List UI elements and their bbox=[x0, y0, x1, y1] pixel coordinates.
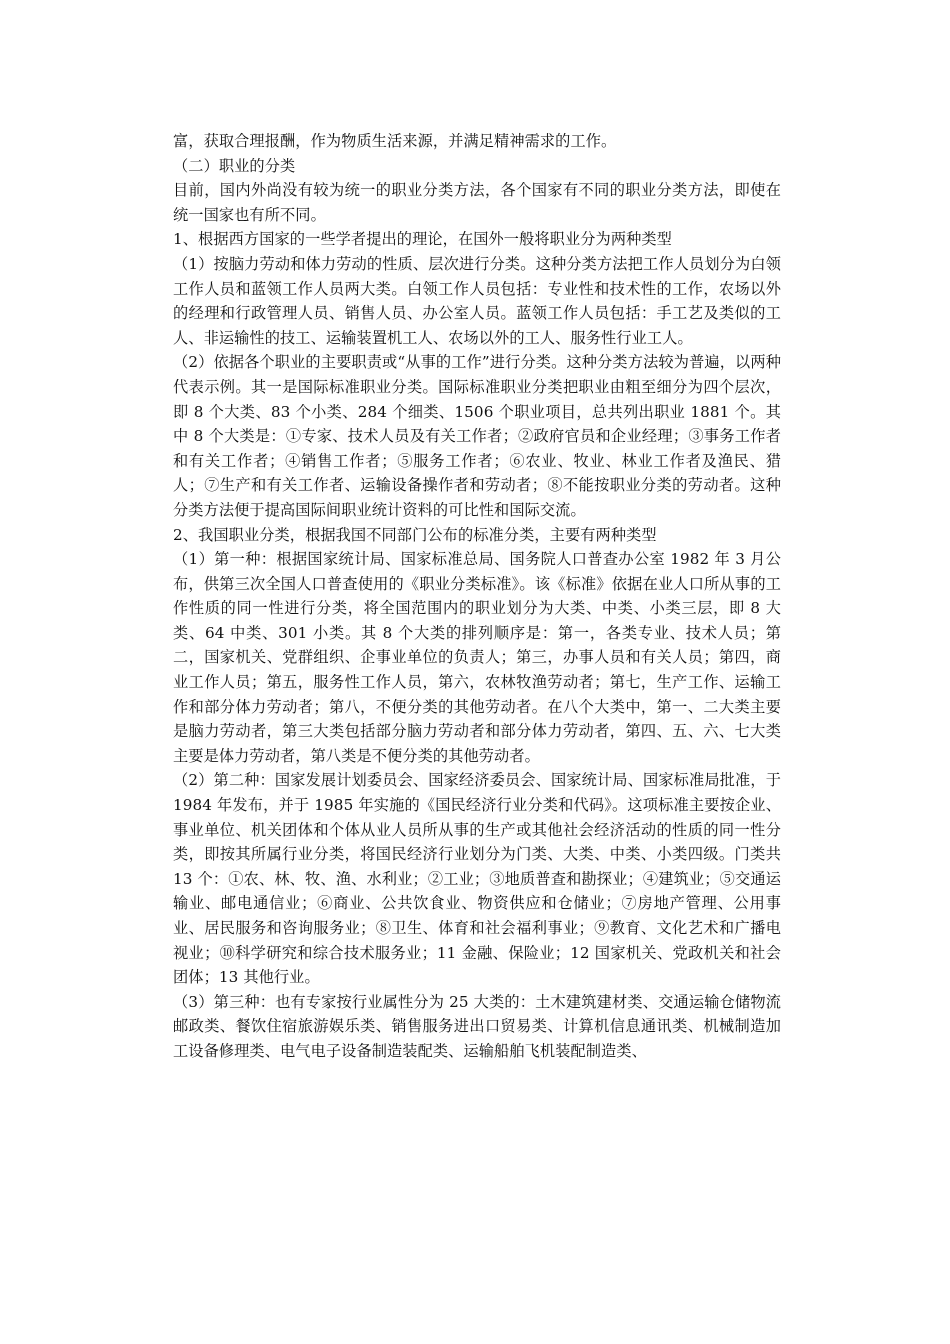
paragraph-overview: 目前，国内外尚没有较为统一的职业分类方法，各个国家有不同的职业分类方法，即使在统一国家也有所不同。 bbox=[173, 181, 781, 224]
paragraph-china-type-1: （1）第一种：根据国家统计局、国家标准总局、国务院人口普查办公室 1982 年 3 月公布，供第三次全国人口普查使用的《职业分类标准》。该《标准》依据在业人口所从事的工作性质的同一性进行分类，将全国范围内的职业划分为大类、中类、小类三层，即 8 大类、64 中类、301 小类。其 8 个大类的排列顺序是：第一，各类专业、技术人员；第二，国家机关、党群组织、企事业单位的负责人；第三，办事人员和有关人员；第四，商业工作人员；第五，服务性工作人员，第六，农林牧渔劳动者；第七，生产工作、运输工作和部分体力劳动者；第八，不便分类的其他劳动者。在八个大类中，第一、二大类主要是脑力劳动者，第三大类包括部分脑力劳动者和部分体力劳动者，第四、五、六、七大类主要是体力劳动者，第八类是不便分类的其他劳动者。 bbox=[173, 550, 781, 765]
paragraph-china-type-3: （3）第三种：也有专家按行业属性分为 25 大类的：土木建筑建材类、交通运输仓储物流邮政类、餐饮住宿旅游娱乐类、销售服务进出口贸易类、计算机信息通讯类、机械制造加工设备修理类、电气电子设备制造装配类、运输船舶飞机装配制造类、 bbox=[173, 992, 781, 1060]
paragraph-western-heading: 1、根据西方国家的一些学者提出的理论，在国外一般将职业分为两种类型 bbox=[173, 230, 672, 249]
paragraph-western-type-2: （2）依据各个职业的主要职责或“从事的工作”进行分类。这种分类方法较为普遍，以两种代表示例。其一是国际标准职业分类。国际标准职业分类把职业由粗至细分为四个层次，即 8 个大类、83 个小类、284 个细类、1506 个职业项目，总共列出职业 1881 个。其中 8 个大类是：①专家、技术人员及有关工作者；②政府官员和企业经理；③事务工作者和有关工作者；④销售工作者；⑤服务工作者；⑥农业、牧业、林业工作者及渔民、猎人；⑦生产和有关工作者、运输设备操作者和劳动者；⑧不能按职业分类的劳动者。这种分类方法便于提高国际间职业统计资料的可比性和国际交流。 bbox=[173, 353, 781, 519]
paragraph-western-type-1: （1）按脑力劳动和体力劳动的性质、层次进行分类。这种分类方法把工作人员划分为白领工作人员和蓝领工作人员两大类。白领工作人员包括：专业性和技术性的工作，农场以外的经理和行政管理人员、销售人员、办公室人员。蓝领工作人员包括：手工艺及类似的工人、非运输性的技工、运输装置机工人、农场以外的工人、服务性行业工人。 bbox=[173, 254, 781, 347]
paragraph-china-heading: 2、我国职业分类，根据我国不同部门公布的标准分类，主要有两种类型 bbox=[173, 525, 657, 544]
paragraph-china-type-2: （2）第二种：国家发展计划委员会、国家经济委员会、国家统计局、国家标准局批准，于 1984 年发布，并于 1985 年实施的《国民经济行业分类和代码》。这项标准主要按企业、事业单位、机关团体和个体从业人员所从事的生产或其他社会经济活动的性质的同一性分类，即按其所属行业分类，将国民经济行业划分为门类、大类、中类、小类四级。门类共 13 个：①农、林、牧、渔、水利业；②工业；③地质普查和勘探业；④建筑业；⑤交通运输业、邮电通信业；⑥商业、公共饮食业、物资供应和仓储业；⑦房地产管理、公用事业、居民服务和咨询服务业；⑧卫生、体育和社会福利事业；⑨教育、文化艺术和广播电视业；⑩科学研究和综合技术服务业；11 金融、保险业；12 国家机关、党政机关和社会团体；13 其他行业。 bbox=[173, 771, 781, 987]
paragraph-intro-continuation: 富，获取合理报酬，作为物质生活来源，并满足精神需求的工作。 bbox=[173, 132, 617, 150]
section-heading-occupation-classification: （二）职业的分类 bbox=[173, 156, 296, 175]
document-body bbox=[173, 129, 781, 1064]
